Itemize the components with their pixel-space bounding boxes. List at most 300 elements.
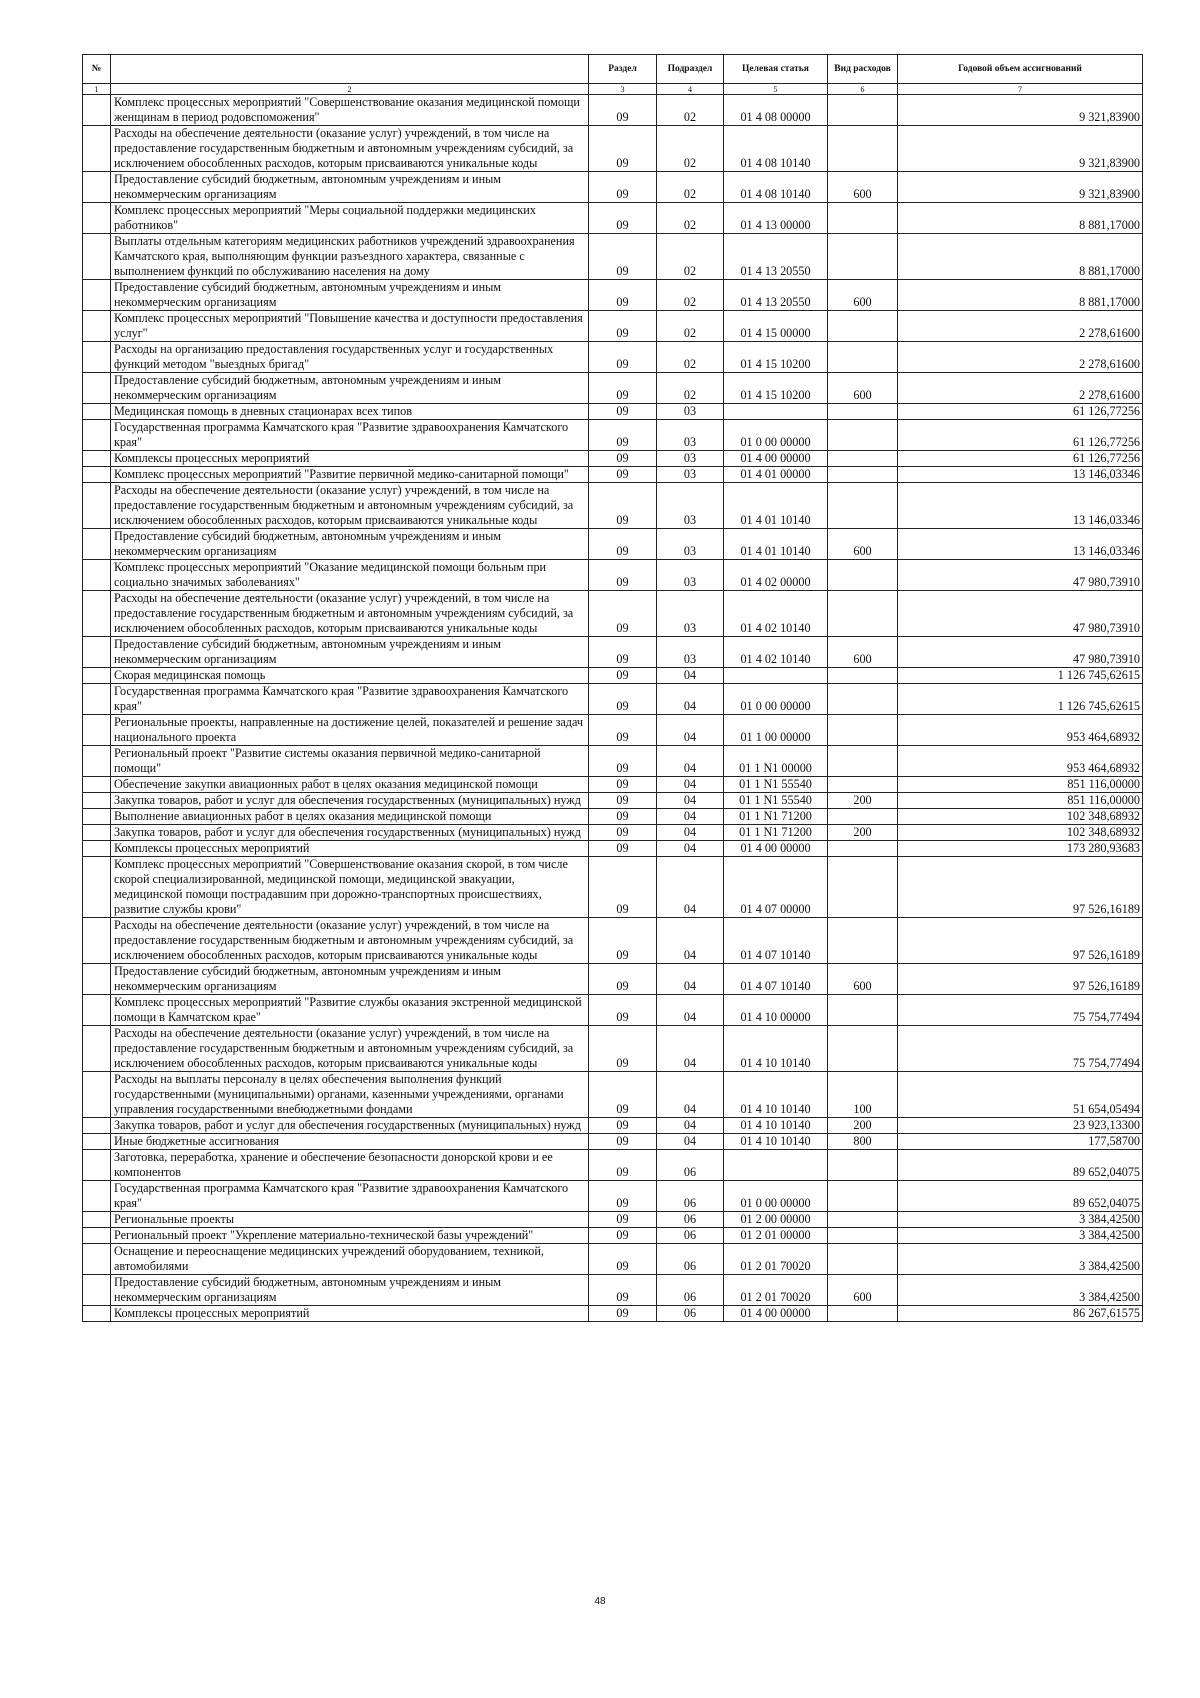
- cell-annual-amount: 8 881,17000: [898, 280, 1143, 311]
- cell-no: [83, 809, 111, 825]
- cell-name: Комплекс процессных мероприятий "Меры социальной поддержки медицинских работников": [111, 203, 589, 234]
- cell-target-article: 01 1 00 00000: [724, 715, 828, 746]
- table-row: [83, 451, 1143, 467]
- cell-no: [83, 126, 111, 172]
- cell-expense-type: [828, 342, 898, 373]
- cell-annual-amount: 9 321,83900: [898, 172, 1143, 203]
- table-row: [83, 1181, 1143, 1212]
- cell-no: [83, 467, 111, 483]
- cell-target-article: 01 4 02 00000: [724, 560, 828, 591]
- cell-annual-amount: 61 126,77256: [898, 451, 1143, 467]
- cell-target-article: 01 2 01 70020: [724, 1275, 828, 1306]
- cell-name: Государственная программа Камчатского края "Развитие здравоохранения Камчатского края": [111, 420, 589, 451]
- cell-annual-amount: 3 384,42500: [898, 1212, 1143, 1228]
- cell-name: Закупка товаров, работ и услуг для обеспечения государственных (муниципальных) нужд: [111, 1118, 589, 1134]
- cell-annual-amount: 13 146,03346: [898, 483, 1143, 529]
- cell-section: 09: [589, 1072, 657, 1118]
- cell-subsection: 04: [657, 684, 724, 715]
- cell-subsection: 02: [657, 172, 724, 203]
- cell-target-article: 01 4 15 00000: [724, 311, 828, 342]
- table-row: [83, 126, 1143, 172]
- cell-annual-amount: 75 754,77494: [898, 1026, 1143, 1072]
- col-number: 4: [657, 84, 724, 95]
- cell-section: 09: [589, 715, 657, 746]
- table-row: [83, 1244, 1143, 1275]
- table-row: [83, 529, 1143, 560]
- cell-expense-type: 600: [828, 964, 898, 995]
- cell-subsection: 06: [657, 1244, 724, 1275]
- cell-name: Предоставление субсидий бюджетным, автономным учреждениям и иным некоммерческим организациям: [111, 964, 589, 995]
- cell-name: Расходы на обеспечение деятельности (оказание услуг) учреждений, в том числе на предоставление государственным бюджетным и автономным учреждениям субсидий, за исключением обособленных расходов, которым присваиваются уникальные коды: [111, 126, 589, 172]
- cell-annual-amount: 9 321,83900: [898, 126, 1143, 172]
- cell-no: [83, 1244, 111, 1275]
- column-number-row: [83, 84, 1143, 95]
- cell-subsection: 02: [657, 342, 724, 373]
- cell-section: 09: [589, 591, 657, 637]
- cell-name: Расходы на организацию предоставления государственных услуг и государственных функций методом "выездных бригад": [111, 342, 589, 373]
- cell-subsection: 03: [657, 637, 724, 668]
- cell-no: [83, 451, 111, 467]
- cell-no: [83, 95, 111, 126]
- table-row: [83, 1118, 1143, 1134]
- table-row: [83, 467, 1143, 483]
- cell-name: Комплексы процессных мероприятий: [111, 841, 589, 857]
- cell-subsection: 04: [657, 1134, 724, 1150]
- cell-name: Государственная программа Камчатского края "Развитие здравоохранения Камчатского края": [111, 684, 589, 715]
- cell-subsection: 04: [657, 995, 724, 1026]
- cell-expense-type: [828, 1026, 898, 1072]
- cell-target-article: 01 2 00 00000: [724, 1212, 828, 1228]
- cell-annual-amount: 47 980,73910: [898, 591, 1143, 637]
- cell-target-article: 01 4 07 10140: [724, 918, 828, 964]
- cell-target-article: 01 0 00 00000: [724, 684, 828, 715]
- header-no: №: [83, 55, 111, 84]
- cell-name: Предоставление субсидий бюджетным, автономным учреждениям и иным некоммерческим организациям: [111, 172, 589, 203]
- cell-no: [83, 715, 111, 746]
- cell-annual-amount: 13 146,03346: [898, 529, 1143, 560]
- cell-target-article: 01 1 N1 55540: [724, 777, 828, 793]
- cell-annual-amount: 61 126,77256: [898, 404, 1143, 420]
- cell-target-article: 01 4 10 10140: [724, 1118, 828, 1134]
- cell-no: [83, 483, 111, 529]
- cell-name: Комплекс процессных мероприятий "Оказание медицинской помощи больным при социально значимых заболеваниях": [111, 560, 589, 591]
- col-number: 3: [589, 84, 657, 95]
- cell-name: Обеспечение закупки авиационных работ в целях оказания медицинской помощи: [111, 777, 589, 793]
- cell-annual-amount: 51 654,05494: [898, 1072, 1143, 1118]
- budget-table: [82, 54, 1143, 1322]
- cell-target-article: 01 1 N1 71200: [724, 809, 828, 825]
- cell-target-article: 01 4 13 00000: [724, 203, 828, 234]
- cell-annual-amount: 1 126 745,62615: [898, 684, 1143, 715]
- cell-name: Закупка товаров, работ и услуг для обеспечения государственных (муниципальных) нужд: [111, 825, 589, 841]
- cell-target-article: 01 4 00 00000: [724, 841, 828, 857]
- cell-expense-type: 100: [828, 1072, 898, 1118]
- table-row: [83, 715, 1143, 746]
- cell-name: Расходы на обеспечение деятельности (оказание услуг) учреждений, в том числе на предоставление государственным бюджетным и автономным учреждениям субсидий, за исключением обособленных расходов, которым присваиваются уникальные коды: [111, 591, 589, 637]
- cell-name: Закупка товаров, работ и услуг для обеспечения государственных (муниципальных) нужд: [111, 793, 589, 809]
- cell-annual-amount: 851 116,00000: [898, 793, 1143, 809]
- cell-annual-amount: 3 384,42500: [898, 1244, 1143, 1275]
- cell-annual-amount: 851 116,00000: [898, 777, 1143, 793]
- cell-no: [83, 234, 111, 280]
- cell-no: [83, 825, 111, 841]
- cell-name: Комплекс процессных мероприятий "Развитие службы оказания экстренной медицинской помощи в Камчатском крае": [111, 995, 589, 1026]
- cell-subsection: 03: [657, 404, 724, 420]
- cell-subsection: 02: [657, 373, 724, 404]
- cell-target-article: 01 4 01 10140: [724, 483, 828, 529]
- cell-section: 09: [589, 777, 657, 793]
- cell-annual-amount: 61 126,77256: [898, 420, 1143, 451]
- cell-annual-amount: 102 348,68932: [898, 809, 1143, 825]
- cell-expense-type: [828, 420, 898, 451]
- table-row: [83, 964, 1143, 995]
- cell-section: 09: [589, 342, 657, 373]
- cell-section: 09: [589, 809, 657, 825]
- cell-no: [83, 1150, 111, 1181]
- cell-no: [83, 918, 111, 964]
- cell-section: 09: [589, 857, 657, 918]
- cell-annual-amount: 8 881,17000: [898, 234, 1143, 280]
- cell-section: 09: [589, 1026, 657, 1072]
- cell-target-article: 01 4 10 10140: [724, 1026, 828, 1072]
- table-row: [83, 560, 1143, 591]
- cell-subsection: 03: [657, 451, 724, 467]
- cell-target-article: 01 4 00 00000: [724, 1306, 828, 1322]
- cell-section: 09: [589, 203, 657, 234]
- cell-annual-amount: 97 526,16189: [898, 964, 1143, 995]
- cell-target-article: 01 1 N1 71200: [724, 825, 828, 841]
- table-row: [83, 684, 1143, 715]
- cell-name: Государственная программа Камчатского края "Развитие здравоохранения Камчатского края": [111, 1181, 589, 1212]
- cell-subsection: 04: [657, 715, 724, 746]
- table-row: [83, 1275, 1143, 1306]
- cell-subsection: 04: [657, 777, 724, 793]
- cell-no: [83, 1181, 111, 1212]
- table-row: [83, 777, 1143, 793]
- cell-annual-amount: 86 267,61575: [898, 1306, 1143, 1322]
- header-target-article: Целевая статья: [724, 55, 828, 84]
- cell-section: 09: [589, 1150, 657, 1181]
- cell-expense-type: [828, 1244, 898, 1275]
- cell-name: Комплекс процессных мероприятий "Повышение качества и доступности предоставления услуг": [111, 311, 589, 342]
- cell-name: Расходы на обеспечение деятельности (оказание услуг) учреждений, в том числе на предоставление государственным бюджетным и автономным учреждениям субсидий, за исключением обособленных расходов, которым присваиваются уникальные коды: [111, 1026, 589, 1072]
- cell-subsection: 02: [657, 280, 724, 311]
- cell-expense-type: [828, 311, 898, 342]
- table-row: [83, 420, 1143, 451]
- cell-no: [83, 841, 111, 857]
- cell-subsection: 02: [657, 126, 724, 172]
- table-row: [83, 234, 1143, 280]
- cell-target-article: 01 4 07 00000: [724, 857, 828, 918]
- cell-expense-type: [828, 746, 898, 777]
- cell-expense-type: [828, 809, 898, 825]
- cell-subsection: 03: [657, 483, 724, 529]
- cell-section: 09: [589, 668, 657, 684]
- cell-no: [83, 560, 111, 591]
- header-subsection: Подраздел: [657, 55, 724, 84]
- cell-subsection: 03: [657, 529, 724, 560]
- cell-expense-type: [828, 668, 898, 684]
- cell-expense-type: [828, 777, 898, 793]
- cell-name: Предоставление субсидий бюджетным, автономным учреждениям и иным некоммерческим организациям: [111, 529, 589, 560]
- cell-expense-type: [828, 95, 898, 126]
- cell-expense-type: [828, 1150, 898, 1181]
- cell-name: Региональный проект "Укрепление материально-технической базы учреждений": [111, 1228, 589, 1244]
- cell-expense-type: 600: [828, 1275, 898, 1306]
- cell-target-article: 01 4 08 10140: [724, 126, 828, 172]
- cell-name: Выполнение авиационных работ в целях оказания медицинской помощи: [111, 809, 589, 825]
- cell-section: 09: [589, 404, 657, 420]
- cell-target-article: 01 2 01 70020: [724, 1244, 828, 1275]
- table-row: [83, 404, 1143, 420]
- cell-no: [83, 1134, 111, 1150]
- cell-no: [83, 203, 111, 234]
- cell-annual-amount: 2 278,61600: [898, 342, 1143, 373]
- cell-no: [83, 668, 111, 684]
- cell-name: Расходы на выплаты персоналу в целях обеспечения выполнения функций государственными (муниципальными) органами, казенными учреждениями, органами управления государственными внебюджетными фондами: [111, 1072, 589, 1118]
- cell-section: 09: [589, 483, 657, 529]
- cell-target-article: [724, 1150, 828, 1181]
- cell-name: Расходы на обеспечение деятельности (оказание услуг) учреждений, в том числе на предоставление государственным бюджетным и автономным учреждениям субсидий, за исключением обособленных расходов, которым присваиваются уникальные коды: [111, 483, 589, 529]
- cell-expense-type: [828, 483, 898, 529]
- cell-annual-amount: 3 384,42500: [898, 1228, 1143, 1244]
- cell-expense-type: [828, 404, 898, 420]
- cell-target-article: 01 4 08 10140: [724, 172, 828, 203]
- col-number: 2: [111, 84, 589, 95]
- cell-name: Предоставление субсидий бюджетным, автономным учреждениям и иным некоммерческим организациям: [111, 373, 589, 404]
- cell-section: 09: [589, 995, 657, 1026]
- cell-annual-amount: 102 348,68932: [898, 825, 1143, 841]
- cell-name: Медицинская помощь в дневных стационарах всех типов: [111, 404, 589, 420]
- cell-no: [83, 420, 111, 451]
- table-row: [83, 342, 1143, 373]
- cell-section: 09: [589, 1118, 657, 1134]
- cell-expense-type: [828, 841, 898, 857]
- cell-no: [83, 777, 111, 793]
- cell-section: 09: [589, 311, 657, 342]
- cell-target-article: 01 1 N1 00000: [724, 746, 828, 777]
- cell-annual-amount: 3 384,42500: [898, 1275, 1143, 1306]
- cell-expense-type: [828, 591, 898, 637]
- cell-target-article: 01 4 07 10140: [724, 964, 828, 995]
- cell-name: Предоставление субсидий бюджетным, автономным учреждениям и иным некоммерческим организациям: [111, 637, 589, 668]
- cell-target-article: 01 4 00 00000: [724, 451, 828, 467]
- cell-expense-type: [828, 1212, 898, 1228]
- cell-section: 09: [589, 637, 657, 668]
- cell-no: [83, 1228, 111, 1244]
- table-row: [83, 483, 1143, 529]
- cell-no: [83, 373, 111, 404]
- cell-annual-amount: 47 980,73910: [898, 637, 1143, 668]
- cell-name: Комплекс процессных мероприятий "Развитие первичной медико-санитарной помощи": [111, 467, 589, 483]
- cell-target-article: 01 4 10 10140: [724, 1134, 828, 1150]
- cell-expense-type: [828, 715, 898, 746]
- table-row: [83, 1212, 1143, 1228]
- cell-expense-type: [828, 451, 898, 467]
- table-row: [83, 591, 1143, 637]
- cell-target-article: 01 4 13 20550: [724, 280, 828, 311]
- table-header: [83, 55, 1143, 95]
- cell-section: 09: [589, 918, 657, 964]
- header-section: Раздел: [589, 55, 657, 84]
- cell-subsection: 06: [657, 1228, 724, 1244]
- cell-section: 09: [589, 420, 657, 451]
- table-row: [83, 809, 1143, 825]
- cell-no: [83, 793, 111, 809]
- table-row: [83, 918, 1143, 964]
- cell-subsection: 04: [657, 668, 724, 684]
- cell-name: Предоставление субсидий бюджетным, автономным учреждениям и иным некоммерческим организациям: [111, 1275, 589, 1306]
- table-row: [83, 1228, 1143, 1244]
- cell-name: Комплекс процессных мероприятий "Совершенствование оказания медицинской помощи женщинам в период родовспоможения": [111, 95, 589, 126]
- cell-expense-type: 600: [828, 172, 898, 203]
- cell-annual-amount: 953 464,68932: [898, 746, 1143, 777]
- cell-annual-amount: 9 321,83900: [898, 95, 1143, 126]
- cell-section: 09: [589, 1228, 657, 1244]
- cell-expense-type: 200: [828, 793, 898, 809]
- cell-subsection: 06: [657, 1212, 724, 1228]
- cell-expense-type: [828, 995, 898, 1026]
- cell-name: Заготовка, переработка, хранение и обеспечение безопасности донорской крови и ее компонентов: [111, 1150, 589, 1181]
- table-row: [83, 1150, 1143, 1181]
- cell-subsection: 06: [657, 1181, 724, 1212]
- cell-annual-amount: 23 923,13300: [898, 1118, 1143, 1134]
- cell-no: [83, 311, 111, 342]
- cell-section: 09: [589, 841, 657, 857]
- cell-no: [83, 342, 111, 373]
- cell-expense-type: [828, 126, 898, 172]
- col-number: 5: [724, 84, 828, 95]
- budget-document: [82, 54, 1142, 1322]
- cell-expense-type: [828, 560, 898, 591]
- cell-subsection: 04: [657, 746, 724, 777]
- cell-no: [83, 1026, 111, 1072]
- table-row: [83, 373, 1143, 404]
- table-row: [83, 95, 1143, 126]
- cell-annual-amount: 1 126 745,62615: [898, 668, 1143, 684]
- table-row: [83, 668, 1143, 684]
- cell-section: 09: [589, 95, 657, 126]
- cell-section: 09: [589, 1212, 657, 1228]
- cell-no: [83, 404, 111, 420]
- cell-subsection: 04: [657, 809, 724, 825]
- cell-target-article: 01 4 08 00000: [724, 95, 828, 126]
- cell-annual-amount: 2 278,61600: [898, 373, 1143, 404]
- cell-annual-amount: 953 464,68932: [898, 715, 1143, 746]
- cell-section: 09: [589, 373, 657, 404]
- cell-target-article: 01 4 15 10200: [724, 373, 828, 404]
- cell-target-article: 01 0 00 00000: [724, 1181, 828, 1212]
- cell-target-article: 01 4 02 10140: [724, 637, 828, 668]
- table-row: [83, 857, 1143, 918]
- cell-target-article: [724, 668, 828, 684]
- cell-section: 09: [589, 964, 657, 995]
- cell-target-article: 01 4 02 10140: [724, 591, 828, 637]
- cell-target-article: 01 0 00 00000: [724, 420, 828, 451]
- cell-annual-amount: 173 280,93683: [898, 841, 1143, 857]
- cell-section: 09: [589, 825, 657, 841]
- table-row: [83, 995, 1143, 1026]
- cell-expense-type: [828, 203, 898, 234]
- cell-no: [83, 746, 111, 777]
- cell-section: 09: [589, 1134, 657, 1150]
- cell-subsection: 04: [657, 918, 724, 964]
- cell-annual-amount: 97 526,16189: [898, 857, 1143, 918]
- table-row: [83, 1306, 1143, 1322]
- cell-no: [83, 591, 111, 637]
- cell-section: 09: [589, 684, 657, 715]
- cell-section: 09: [589, 126, 657, 172]
- table-row: [83, 1026, 1143, 1072]
- cell-name: Скорая медицинская помощь: [111, 668, 589, 684]
- cell-section: 09: [589, 172, 657, 203]
- cell-name: Региональные проекты, направленные на достижение целей, показателей и решение задач национального проекта: [111, 715, 589, 746]
- table-row: [83, 1134, 1143, 1150]
- cell-subsection: 04: [657, 825, 724, 841]
- cell-name: Региональные проекты: [111, 1212, 589, 1228]
- cell-name: Комплекс процессных мероприятий "Совершенствование оказания скорой, в том числе скорой специализированной, медицинской помощи, медицинской эвакуации, медицинской помощи пострадавшим при дорожно-транспортных происшествиях, развитие службы крови": [111, 857, 589, 918]
- cell-target-article: 01 4 13 20550: [724, 234, 828, 280]
- cell-section: 09: [589, 234, 657, 280]
- cell-section: 09: [589, 451, 657, 467]
- cell-target-article: 01 1 N1 55540: [724, 793, 828, 809]
- cell-expense-type: 600: [828, 529, 898, 560]
- cell-subsection: 04: [657, 964, 724, 995]
- cell-no: [83, 1118, 111, 1134]
- cell-expense-type: [828, 1181, 898, 1212]
- cell-subsection: 04: [657, 793, 724, 809]
- cell-no: [83, 995, 111, 1026]
- table-row: [83, 841, 1143, 857]
- cell-no: [83, 1212, 111, 1228]
- header-name: [111, 55, 589, 84]
- cell-target-article: 01 4 15 10200: [724, 342, 828, 373]
- header-annual-amount: Годовой объем ассигнований: [898, 55, 1143, 84]
- cell-subsection: 03: [657, 467, 724, 483]
- table-row: [83, 746, 1143, 777]
- cell-subsection: 03: [657, 591, 724, 637]
- table-row: [83, 280, 1143, 311]
- cell-no: [83, 964, 111, 995]
- cell-name: Иные бюджетные ассигнования: [111, 1134, 589, 1150]
- cell-expense-type: [828, 467, 898, 483]
- cell-no: [83, 684, 111, 715]
- cell-section: 09: [589, 529, 657, 560]
- header-expense-type: Вид расходов: [828, 55, 898, 84]
- page-number: 48: [594, 1596, 606, 1607]
- cell-target-article: 01 4 01 10140: [724, 529, 828, 560]
- cell-subsection: 04: [657, 841, 724, 857]
- cell-expense-type: [828, 918, 898, 964]
- cell-section: 09: [589, 746, 657, 777]
- cell-expense-type: [828, 857, 898, 918]
- cell-expense-type: [828, 684, 898, 715]
- cell-annual-amount: 89 652,04075: [898, 1150, 1143, 1181]
- cell-no: [83, 280, 111, 311]
- table-row: [83, 172, 1143, 203]
- table-row: [83, 203, 1143, 234]
- cell-name: Региональный проект "Развитие системы оказания первичной медико-санитарной помощи": [111, 746, 589, 777]
- cell-section: 09: [589, 793, 657, 809]
- cell-annual-amount: 177,58700: [898, 1134, 1143, 1150]
- cell-target-article: 01 4 10 00000: [724, 995, 828, 1026]
- cell-section: 09: [589, 280, 657, 311]
- table-row: [83, 311, 1143, 342]
- cell-section: 09: [589, 1181, 657, 1212]
- cell-expense-type: 200: [828, 1118, 898, 1134]
- cell-expense-type: 200: [828, 825, 898, 841]
- cell-subsection: 04: [657, 1118, 724, 1134]
